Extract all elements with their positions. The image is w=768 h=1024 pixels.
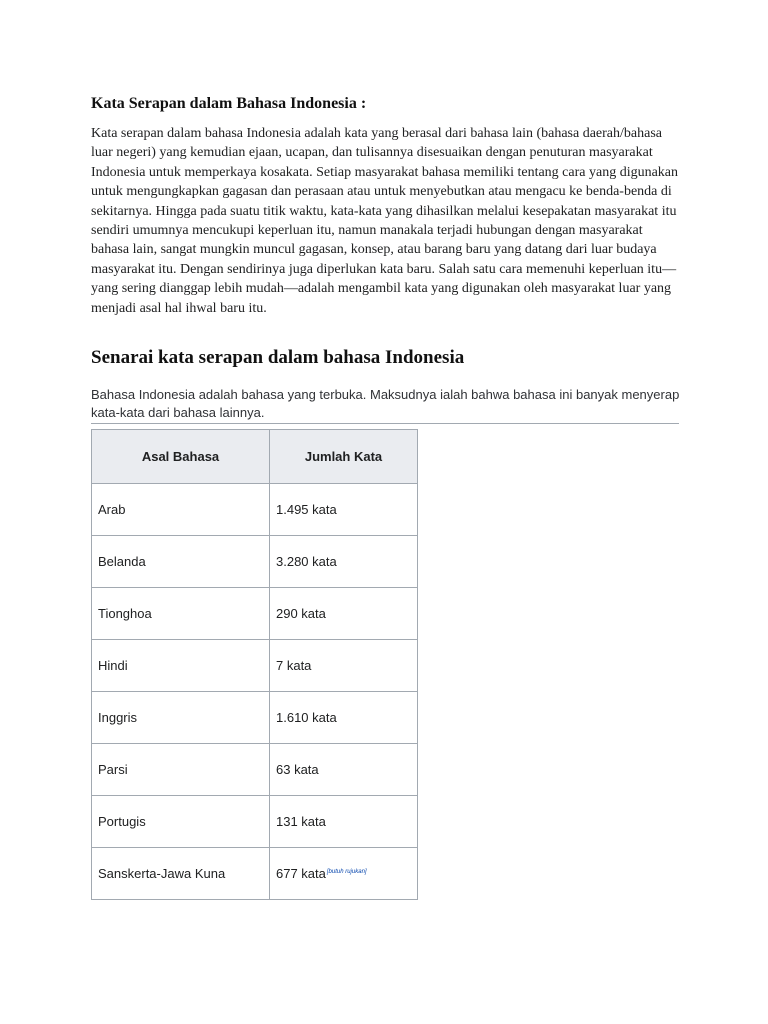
table-row	[92, 484, 418, 536]
cell-language: Arab	[92, 484, 270, 536]
list-intro-paragraph: Bahasa Indonesia adalah bahasa yang terbuka. Maksudnya ialah bahwa bahasa ini banyak menyerap kata-kata dari bahasa lainnya.	[91, 387, 680, 420]
column-header-language[interactable]: Asal Bahasa	[92, 430, 270, 484]
cell-count: 7 kata	[270, 640, 418, 692]
table-row	[92, 536, 418, 588]
intro-paragraph: Kata serapan dalam bahasa Indonesia adalah kata yang berasal dari bahasa lain (bahasa daerah/bahasa luar negeri) yang kemudian ejaan, ucapan, dan tulisannya disesuaikan dengan penuturan masyarakat Indonesia untuk memperkaya kosakata. Setiap masyarakat bahasa memiliki tentang cara yang digunakan untuk mengungkapkan gagasan dan perasaan atau untuk menyebutkan atau mengacu ke benda-benda di sekitarnya. Hingga pada suatu titik waktu, kata-kata yang dihasilkan melalui kesepakatan masyarakat itu sendiri umumnya mencukupi keperluan itu, namun manakala terjadi hubungan dengan masyarakat bahasa lain, sangat mungkin muncul gagasan, konsep, atau barang baru yang datang dari luar budaya masyarakat itu. Dengan sendirinya juga diperlukan kata baru. Salah satu cara memenuhi keperluan itu—yang sering dianggap lebih mudah—adalah mengambil kata yang digunakan oleh masyarakat luar yang menjadi asal hal ihwal baru itu.	[91, 126, 679, 316]
cell-count: 131 kata	[270, 796, 418, 848]
cell-count: 677 kata	[276, 866, 326, 881]
cell-language: Tionghoa	[92, 588, 270, 640]
citation-needed-link[interactable]: [butuh rujukan]	[326, 868, 367, 875]
column-header-count[interactable]: Jumlah Kata	[270, 430, 418, 484]
cell-language: Hindi	[92, 640, 270, 692]
cell-count-with-note	[270, 848, 418, 900]
table-row	[92, 640, 418, 692]
table-row	[92, 744, 418, 796]
table-row	[92, 692, 418, 744]
cell-count: 63 kata	[270, 744, 418, 796]
table-header-row	[92, 430, 418, 484]
cell-count: 3.280 kata	[270, 536, 418, 588]
cell-language: Portugis	[92, 796, 270, 848]
cell-count: 290 kata	[270, 588, 418, 640]
cell-count: 1.495 kata	[270, 484, 418, 536]
loanword-table	[91, 429, 418, 900]
cell-language: Sanskerta-Jawa Kuna	[92, 848, 270, 900]
table-row	[92, 848, 418, 900]
section-title: Kata Serapan dalam Bahasa Indonesia :	[91, 95, 367, 112]
table-row	[92, 796, 418, 848]
heading-divider	[91, 423, 679, 424]
cell-language: Belanda	[92, 536, 270, 588]
cell-language: Parsi	[92, 744, 270, 796]
cell-language: Inggris	[92, 692, 270, 744]
cell-count: 1.610 kata	[270, 692, 418, 744]
list-heading: Senarai kata serapan dalam bahasa Indonesia	[91, 347, 465, 368]
table-row	[92, 588, 418, 640]
